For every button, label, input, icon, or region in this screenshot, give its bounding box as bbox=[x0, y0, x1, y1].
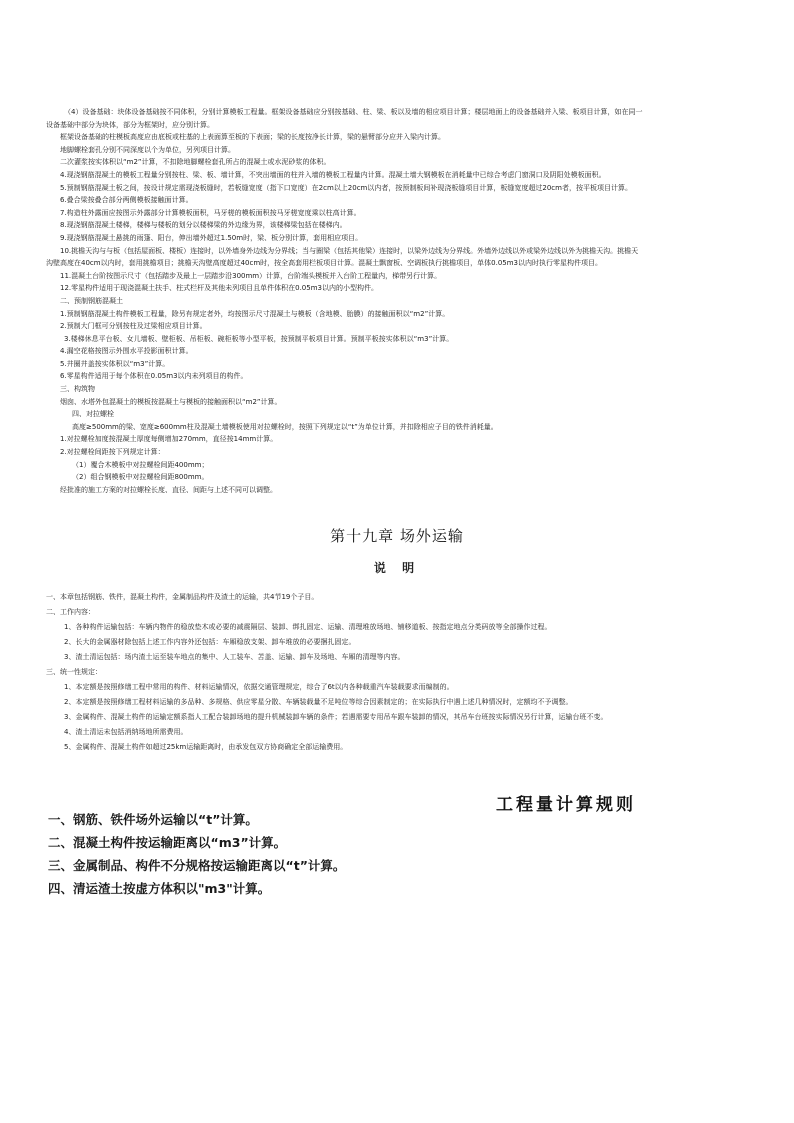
text-line: 二次灌浆按实体积以“m2”计算，不扣除地脚螺栓套孔所占的混凝土或水泥砂浆的体积。 bbox=[60, 158, 331, 167]
text-line: 沟壁高度在40cm以内时，套用挑檐项目；挑檐天沟壁高度超过40cm时，按全高套用栏板项目计算。混凝土飘窗板、空调板执行挑檐项目，单体0.05m3以内时执行零星构件项目。 bbox=[46, 259, 603, 268]
text-line: 5.井圈井盖按实体积以“m3”计算。 bbox=[60, 359, 170, 368]
rules-list bbox=[48, 808, 748, 900]
text-line: （1）覆合木模板中对拉螺栓间距400mm； bbox=[72, 460, 209, 469]
text-line: 2.对拉螺栓间距按下列规定计算： bbox=[60, 448, 165, 457]
rule-item: 四、清运渣土按虚方体积以"m3"计算。 bbox=[48, 881, 271, 896]
text-line: 一、本章包括钢筋、铁件，混凝土构件，金属制品构件及渣土的运输，共4节19个子目。 bbox=[46, 593, 319, 601]
text-line: 3、金属构件、混凝土构件的运输定额系指人工配合装卸场地的提升机械装卸车辆的条件；若遇需要专用吊车跟车装卸的情况，其吊车台班按实际情况另行计算，运输台班不变。 bbox=[64, 713, 608, 721]
text-line: 烟囱、水塔外包混凝土的模板按混凝土与模板的接触面积以“m2”计算。 bbox=[60, 397, 282, 406]
chapter-title: 第十九章 场外运输 bbox=[330, 527, 464, 545]
text-line: 2.预制大门框可分别按柱及过梁相应项目计算。 bbox=[60, 322, 207, 331]
text-line: （2）组合钢模板中对拉螺栓间距800mm。 bbox=[72, 473, 209, 482]
rule-item: 一、钢筋、铁件场外运输以“t”计算。 bbox=[48, 812, 258, 827]
text-line: 1、本定额是按照修缮工程中常用的构件、材料运输情况，依据交通管理规定，综合了6t以内各种载重汽车装载要求而编制的。 bbox=[64, 683, 454, 691]
text-line: 二、工作内容： bbox=[46, 608, 95, 616]
text-line: 5.预制钢筋混凝土板之间，按设计规定需现浇板缝时，若板缝宽度（指下口宽度）在2cm以上20cm以内者，按预制板间补现浇板缝项目计算，板缝宽度超过20cm者，按平板项目计算。 bbox=[60, 183, 632, 192]
rule-item: 三、金属制品、构件不分规格按运输距离以“t”计算。 bbox=[48, 858, 346, 873]
text-line: 三、统一性规定： bbox=[46, 668, 102, 676]
text-line: 4.漏空花格按图示外围水平投影面积计算。 bbox=[60, 347, 193, 356]
text-line: 1.预制钢筋混凝土构件模板工程量，除另有规定者外，均按图示尺寸混凝土与模板（含地模、胎膜）的接触面积以“m2”计算。 bbox=[60, 309, 450, 318]
text-line: 8.现浇钢筋混凝土楼梯，楼梯与楼板的划分以楼梯梁的外边缘为界，该楼梯梁包括在楼梯内。 bbox=[60, 221, 347, 230]
text-line: 6.叠合梁按叠合部分两侧模板接触面计算。 bbox=[60, 196, 193, 205]
text-line: 三、构筑物 bbox=[60, 385, 95, 394]
text-line: 二、预制钢筋混凝土 bbox=[60, 296, 123, 305]
text-line: 10.挑檐天沟与与板（包括屋面板、楼板）连接时，以外墙身外边线为分界线；当与圈梁（包括其他梁）连接时，以梁外边线为分界线。外墙外边线以外或梁外边线以外为挑檐天沟。挑檐天 bbox=[60, 246, 639, 255]
text-line: 设备基础中部分为块体，部分为框架时，应分别计算。 bbox=[46, 120, 214, 129]
text-line: 2、本定额是按照修缮工程材料运输的多品种、多规格、供应零星分散、车辆装载量不足吨位等综合因素制定的；在实际执行中遇上述几种情况时，定额均不予调整。 bbox=[64, 698, 573, 706]
section-transport-notes bbox=[46, 590, 766, 755]
text-line: 1、各种构件运输包括：车辆内物件的稳放垫木或必要的减震隔层、装卸、绑扎固定、运输、清理堆放场地、铺移道板、按指定地点分类码放等全部操作过程。 bbox=[64, 623, 552, 631]
text-line: 2、长大的金属器材除包括上述工作内容外还包括：车厢稳放支架、卸车堆放的必要捆扎固定。 bbox=[64, 638, 356, 646]
text-line: 四、对拉螺栓 bbox=[72, 410, 114, 419]
text-line: 4、渣土清运未包括消纳场地所需费用。 bbox=[64, 728, 188, 736]
text-line: 高度≥500mm的梁、宽度≥600mm柱及混凝土墙模板使用对拉螺栓时，按照下列规定以“t”为单位计算，并扣除相应子目的铁件消耗量。 bbox=[72, 422, 498, 431]
explanation-heading: 说 明 bbox=[373, 561, 421, 575]
text-line: 7.构造柱外露面应按图示外露部分计算模板面积，马牙槎的模板面积按马牙槎宽度乘以柱高计算。 bbox=[60, 208, 361, 217]
text-line: 9.现浇钢筋混凝土悬挑的雨篷、阳台，伸出墙外超过1.50m时，梁、板分别计算，套用相应项目。 bbox=[60, 233, 363, 242]
text-line: 地脚螺栓套孔分别不同深度以个为单位，另列项目计算。 bbox=[60, 145, 235, 154]
rules-title: 工程量计算规则 bbox=[496, 795, 636, 815]
text-line: 1.对拉螺栓加度按混凝土厚度每侧增加270mm，直径按14mm计算。 bbox=[60, 435, 278, 444]
text-line: 6.零星构件适用于每个体积在0.05m3以内未列项目的构件。 bbox=[60, 372, 248, 381]
text-line: 3、渣土清运包括：场内渣土运至装车地点的集中、人工装车、苫盖、运输、卸车及场地、车厢的清理等内容。 bbox=[64, 653, 405, 661]
rule-item: 二、混凝土构件按运输距离以“m3”计算。 bbox=[48, 835, 287, 850]
text-line: 11.混凝土台阶按图示尺寸（包括踏步及最上一层踏步沿300mm）计算，台阶端头模板并入台阶工程量内，梯带另行计算。 bbox=[60, 271, 442, 280]
text-line: 12.零星构件适用于现浇混凝土扶手、柱式栏杆及其他未列项目且单件体积在0.05m3以内的小型构件。 bbox=[60, 284, 378, 293]
text-line: 5、金属构件、混凝土构件如超过25km运输距离时，由承发包双方协商确定全部运输费用。 bbox=[64, 743, 348, 751]
text-line: 4.现浇钢筋混凝土的模板工程量分别按柱、梁、板、墙计算，不突出墙面的柱并入墙的模板工程量内计算。混凝土墙大钢模板在消耗量中已综合考虑门窗洞口及阴阳处模板面积。 bbox=[60, 170, 606, 179]
text-line: （4）设备基础：块体设备基础按不同体积，分别计算模板工程量。框架设备基础应分别按基础、柱、梁、板以及墙的相应项目计算；楼层地面上的设备基础并入梁、板项目计算，如在同一 bbox=[64, 108, 643, 116]
text-line: 3.楼梯休息平台板、女儿墙板、壁柜板、吊柜板、碗柜板等小型平板，按预制平板项目计算。预制平板按实体积以“m3”计算。 bbox=[64, 334, 454, 343]
section-formwork-rules bbox=[46, 106, 766, 496]
text-line: 框架设备基础的柱模板高度应由底板或柱基的上表面算至板的下表面；梁的长度按净长计算，梁的悬臂部分应并入梁内计算。 bbox=[60, 133, 445, 142]
text-line: 经批准的施工方案的对拉螺栓长度、直径、间距与上述不同可以调整。 bbox=[60, 485, 277, 494]
